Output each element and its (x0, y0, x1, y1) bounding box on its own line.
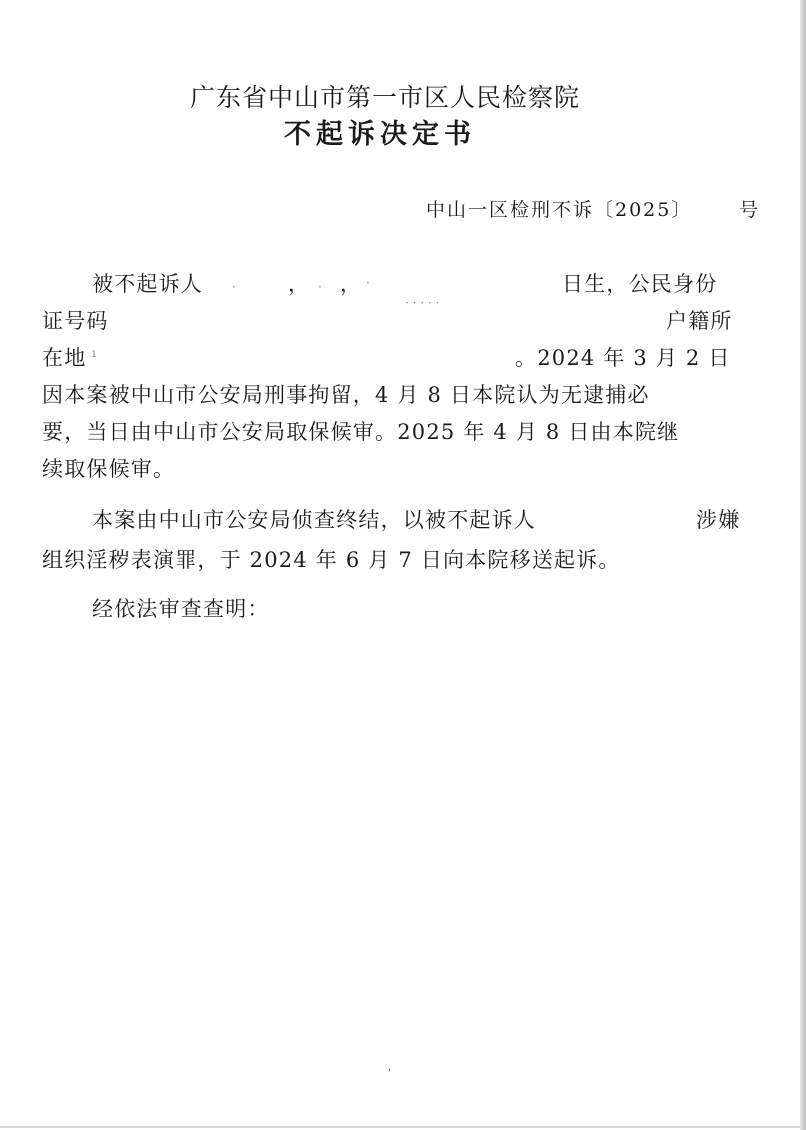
redaction-residue: ı (92, 346, 96, 360)
para2-line2: 组织淫秽表演罪，于 2024 年 6 月 7 日向本院移送起诉。 (42, 548, 621, 572)
para1-line2-start: 证号码 (42, 309, 109, 333)
para1-line5: 要，当日由中山市公安局取保候审。2025 年 4 月 8 日由本院继 (42, 420, 680, 444)
para1-line1-sep2: ， (340, 272, 363, 296)
para1-line1-start: 被不起诉人 (92, 272, 203, 296)
para1-line4: 因本案被中山市公安局刑事拘留，4 月 8 日本院认为无逮捕必 (42, 383, 650, 407)
redaction-residue: · (232, 280, 236, 294)
document-title: 不起诉决定书 (284, 119, 476, 150)
organization-name: 广东省中山市第一市区人民检察院 (189, 83, 580, 112)
para3-line: 经依法审查查明： (92, 597, 270, 621)
redaction-residue: · · · · · (405, 296, 440, 310)
redaction-residue: · (318, 280, 322, 294)
page-mark: ' (388, 1068, 391, 1079)
para1-line2-end: 户籍所 (666, 309, 733, 333)
para1-line1-end: 日生，公民身份 (562, 272, 718, 296)
document-number-suffix: 号 (739, 199, 759, 221)
redaction-residue: · (366, 276, 370, 290)
para2-line1-start: 本案由中山市公安局侦查终结，以被不起诉人 (92, 508, 536, 532)
document-number: 中山一区检刑不诉〔2025〕 (426, 199, 693, 221)
para1-line6: 续取保候审。 (42, 457, 176, 481)
para1-line3-start: 在地 (42, 346, 87, 370)
para2-line1-end: 涉嫌 (696, 508, 741, 532)
para1-line3-end: 。2024 年 3 月 2 日 (515, 346, 731, 370)
scan-edge-shadow (800, 0, 806, 1130)
para1-line1-sep1: ， (288, 272, 311, 296)
